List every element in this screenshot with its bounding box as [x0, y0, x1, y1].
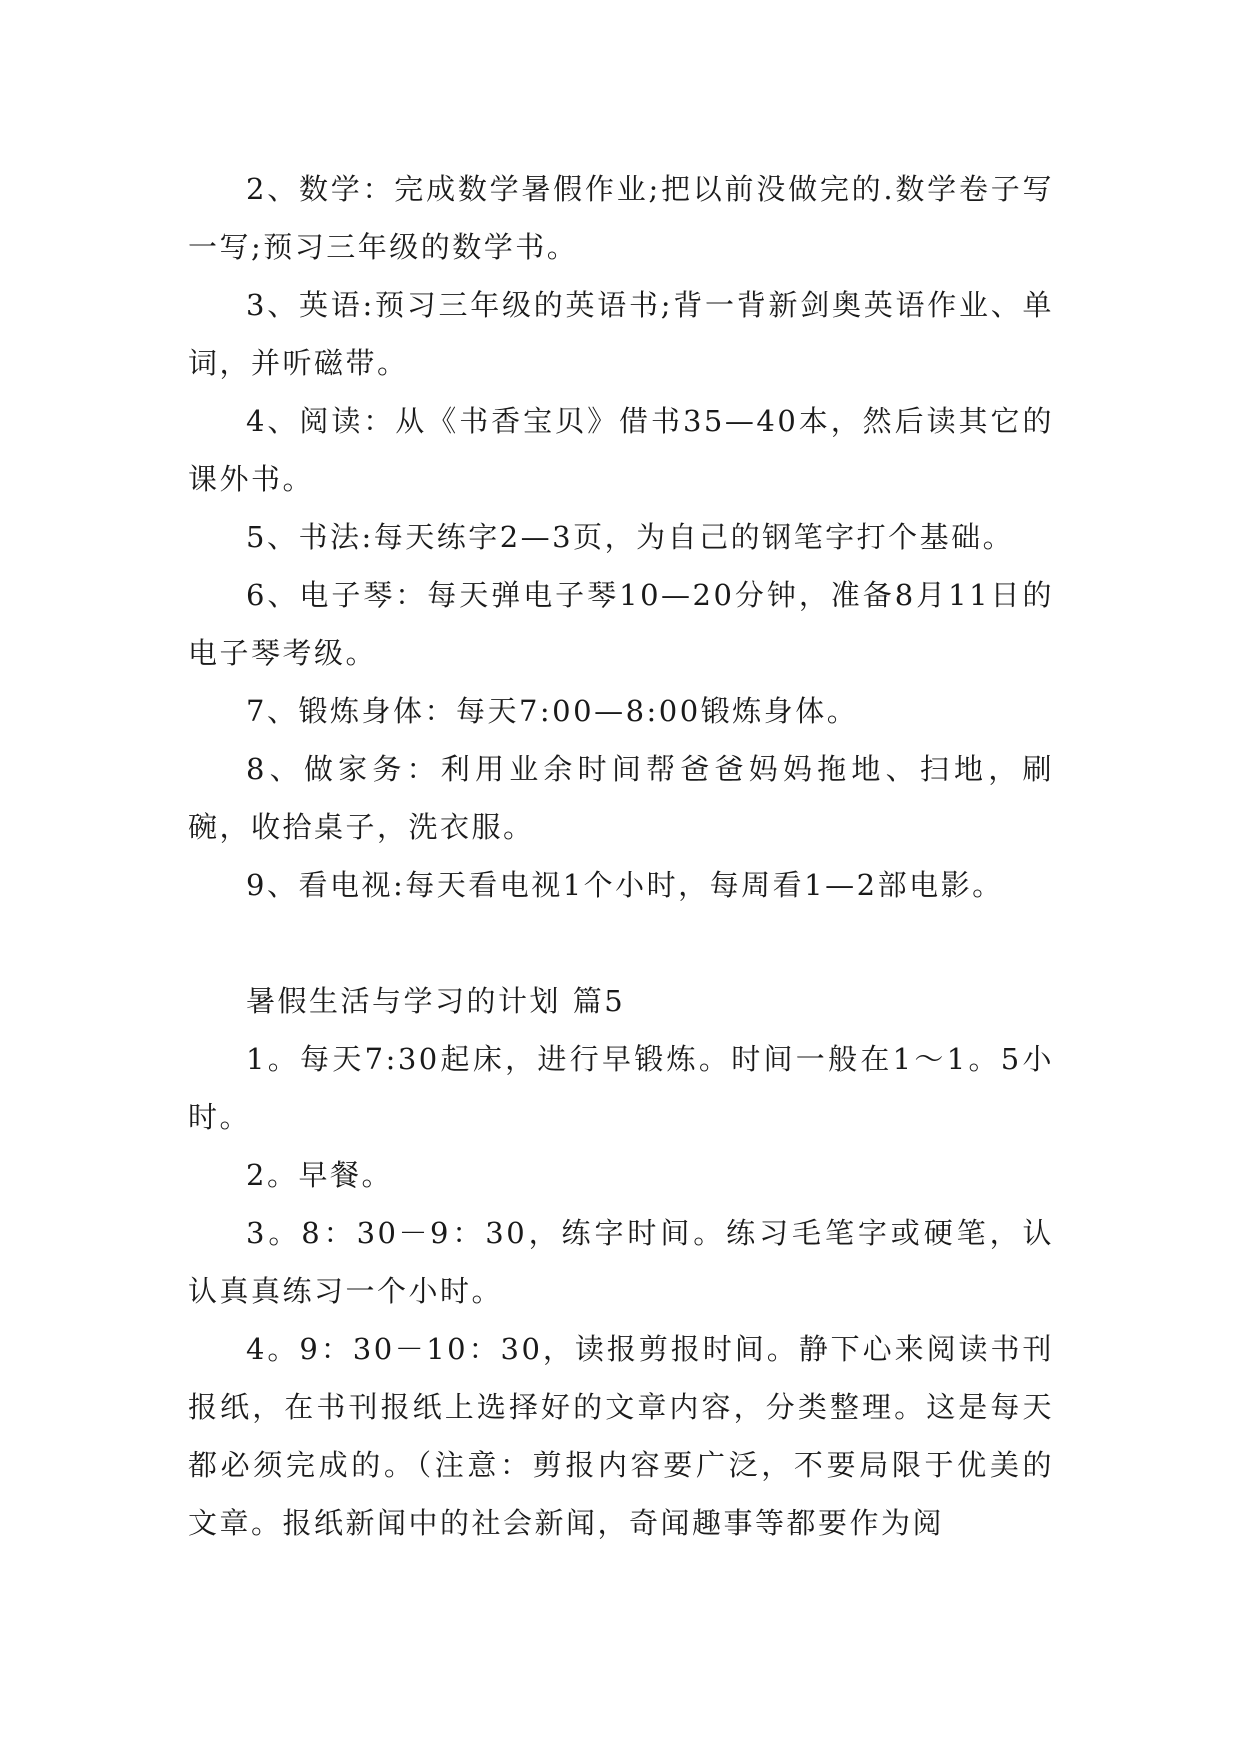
section-gap	[188, 914, 1054, 972]
plan-item-math: 2、数学：完成数学暑假作业;把以前没做完的.数学卷子写一写;预习三年级的数学书。	[188, 172, 1054, 264]
schedule-item-newspaper: 4。9：30－10：30，读报剪报时间。静下心来阅读书刊报纸，在书刊报纸上选择好的文章内容，分类整理。这是每天都必须完成的。（注意：剪报内容要广泛，不要局限于优美的文章。报纸新闻中的社会新闻，奇闻趣事等都要作为阅	[188, 1332, 1054, 1540]
plan-item-exercise: 7、锻炼身体：每天7:00—8:00锻炼身体。	[246, 694, 859, 728]
plan-item-english: 3、英语:预习三年级的英语书;背一背新剑奥英语作业、单词，并听磁带。	[188, 288, 1054, 380]
plan-item-reading: 4、阅读：从《书香宝贝》借书35—40本，然后读其它的课外书。	[188, 404, 1054, 496]
schedule-item-wakeup: 1。每天7:30起床，进行早锻炼。时间一般在1～1。5小时。	[188, 1042, 1054, 1134]
plan-item-keyboard: 6、电子琴：每天弹电子琴10—20分钟，准备8月11日的电子琴考级。	[188, 578, 1054, 670]
schedule-item-breakfast: 2。早餐。	[246, 1158, 393, 1192]
plan-item-housework: 8、做家务：利用业余时间帮爸爸妈妈拖地、扫地，刷碗，收拾桌子，洗衣服。	[188, 752, 1054, 844]
plan-item-calligraphy: 5、书法:每天练字2—3页，为自己的钢笔字打个基础。	[246, 520, 1015, 554]
document-body	[188, 160, 1054, 1552]
schedule-item-practice: 3。8：30－9：30，练字时间。练习毛笔字或硬笔，认认真真练习一个小时。	[188, 1216, 1054, 1308]
plan-item-tv: 9、看电视:每天看电视1个小时，每周看1—2部电影。	[246, 868, 1004, 902]
section-title: 暑假生活与学习的计划 篇5	[246, 984, 626, 1018]
